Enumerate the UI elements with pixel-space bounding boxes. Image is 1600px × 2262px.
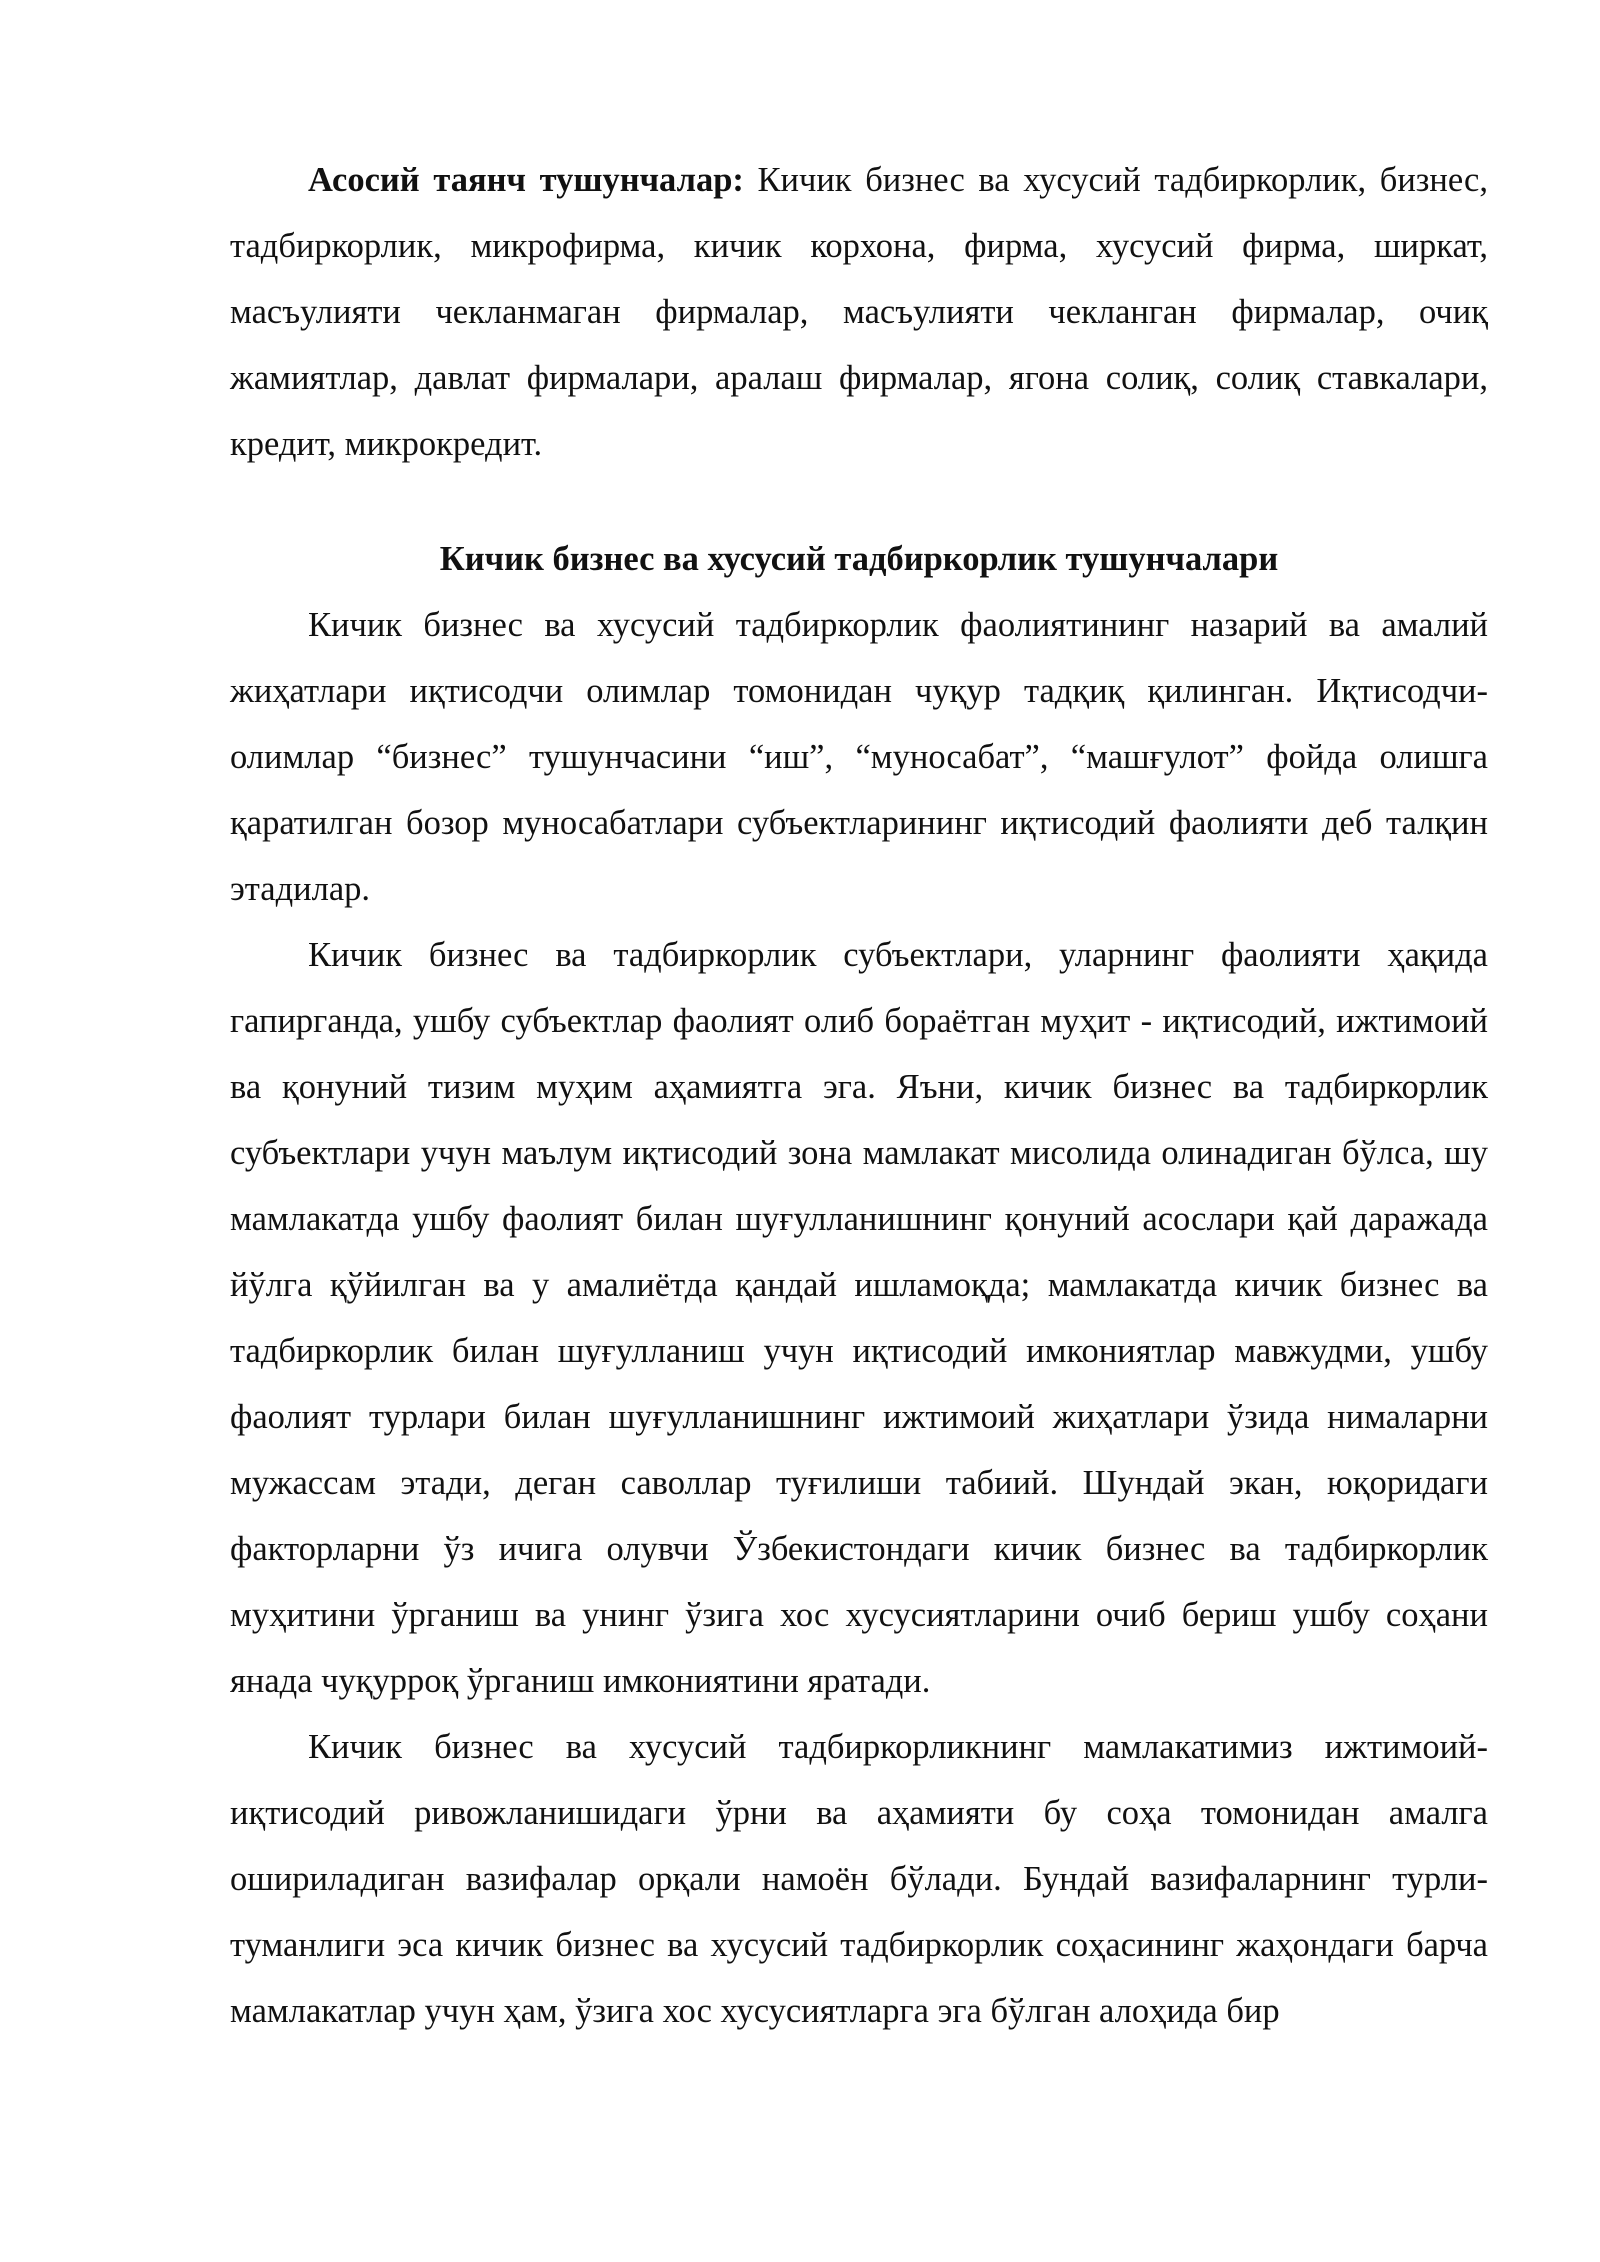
keywords-label: Асосий таянч тушунчалар: <box>308 161 744 199</box>
keywords-paragraph <box>230 147 1488 477</box>
body-paragraph-3: Кичик бизнес ва хусусий тадбиркорликнинг мамлакатимиз ижтимоий-иқтисодий ривожланишидаги ўрни ва аҳамияти бу соҳа томонидан амалга ошириладиган вазифалар орқали намоён бўлади. Бундай вазифаларнинг турли-туманлиги эса кичик бизнес ва хусусий тадбиркорлик соҳасининг жаҳондаги барча мамлакатлар учун ҳам, ўзига хос хусусиятларга эга бўлган алоҳида бир <box>230 1728 1488 2030</box>
body-paragraph-2: Кичик бизнес ва тадбиркорлик субъектлари, уларнинг фаолияти ҳақида гапирганда, ушбу субъектлар фаолият олиб бораётган муҳит - иқтисодий, ижтимоий ва қонуний тизим муҳим аҳамиятга эга. Яъни, кичик бизнес ва тадбиркорлик субъектлари учун маълум иқтисодий зона мамлакат мисолида олинадиган бўлса, шу мамлакатда ушбу фаолият билан шуғулланишнинг қонуний асослари қай даражада йўлга қўйилган ва у амалиётда қандай ишламоқда; мамлакатда кичик бизнес ва тадбиркорлик билан шуғулланиш учун иқтисодий имкониятлар мавжудми, ушбу фаолият турлари билан шуғулланишнинг ижтимоий жиҳатлари ўзида нималарни мужассам этади, деган саволлар туғилиши табиий. Шундай экан, юқоридаги факторларни ўз ичига олувчи Ўзбекистондаги кичик бизнес ва тадбиркорлик муҳитини ўрганиш ва унинг ўзига хос хусусиятларини очиб бериш ушбу соҳани янада чуқурроқ ўрганиш имкониятини яратади. <box>230 936 1488 1700</box>
keywords-text: Кичик бизнес ва хусусий тадбиркорлик, бизнес, тадбиркорлик, микрофирма, кичик корхона, фирма, хусусий фирма, ширкат, масъулияти чекланмаган фирмалар, масъулияти чекланган фирмалар, очиқ жамиятлар, давлат фирмалари, аралаш фирмалар, ягона солиқ, солиқ ставкалари, кредит, микрокредит. <box>230 161 1488 463</box>
body-paragraph-1: Кичик бизнес ва хусусий тадбиркорлик фаолиятининг назарий ва амалий жиҳатлари иқтисодчи олимлар томонидан чуқур тадқиқ қилинган. Иқтисодчи-олимлар “бизнес” тушунчасини “иш”, “муносабат”, “машғулот” фойда олишга қаратилган бозор муносабатлари субъектларининг иқтисодий фаолияти деб талқин этадилар. <box>230 606 1488 908</box>
section-heading: Кичик бизнес ва хусусий тадбиркорлик тушунчалари <box>439 540 1279 578</box>
document-page <box>230 147 1488 2044</box>
